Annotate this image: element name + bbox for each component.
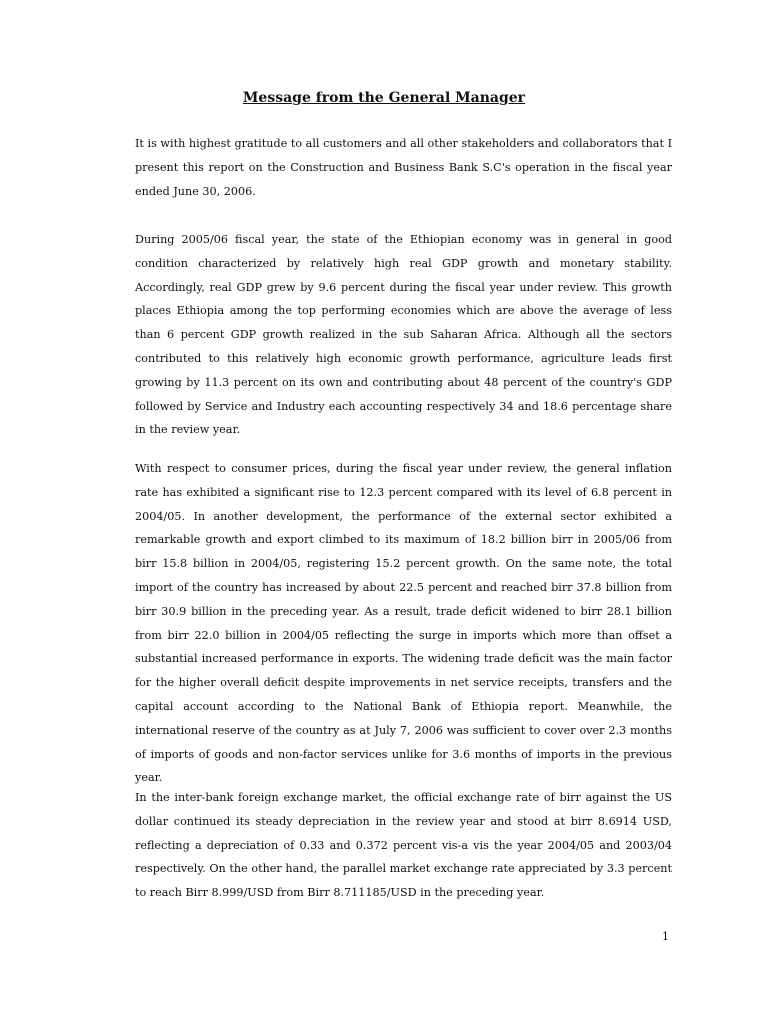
- paragraph-exchange-rate: In the inter-bank foreign exchange market, the official exchange rate of birr against the US dollar continued its steady depreciation in the review year and stood at birr 8.6914 USD, reflecting a depreciation of 0.33 and 0.372 percent vis-a vis the year 2004/05 and 2003/04 respectively. On the other hand, the parallel market exchange rate appreciated by 3.3 percent to reach Birr 8.999/USD from Birr 8.711185/USD in the preceding year.: [135, 791, 672, 900]
- paragraph-prices-external-sector: With respect to consumer prices, during the fiscal year under review, the general inflation rate has exhibited a significant rise to 12.3 percent compared with its level of 6.8 percent in 2004/05. In another development, the performance of the external sector exhibited a remarkable growth and export climbed to its maximum of 18.2 billion birr in 2005/06 from birr 15.8 billion in 2004/05, registering 15.2 percent growth. On the same note, the total import of the country has increased by about 22.5 percent and reached birr 37.8 billion from birr 30.9 billion in the preceding year. As a result, trade deficit widened to birr 28.1 billion from birr 22.0 billion in 2004/05 reflecting the surge in imports which more than offset a substantial increased performance in exports. The widening trade deficit was the main factor for the higher overall deficit despite improvements in net service receipts, transfers and the capital account according to the National Bank of Ethiopia report. Meanwhile, the international reserve of the country as at July 7, 2006 was sufficient to cover over 2.3 months of imports of goods and non-factor services unlike for 3.6 months of imports in the previous year.: [135, 462, 672, 785]
- paragraph-economy: During 2005/06 fiscal year, the state of the Ethiopian economy was in general in good condition characterized by relatively high real GDP growth and monetary stability. Accordingly, real GDP grew by 9.6 percent during the fiscal year under review. This growth places Ethiopia among the top performing economies which are above the average of less than 6 percent GDP growth realized in the sub Saharan Africa. Although all the sectors contributed to this relatively high economic growth performance, agriculture leads first growing by 11.3 percent on its own and contributing about 48 percent of the country's GDP followed by Service and Industry each accounting respectively 34 and 18.6 percentage share in the review year.: [135, 233, 672, 437]
- document-title: Message from the General Manager: [242, 90, 526, 106]
- paragraph-introduction: It is with highest gratitude to all customers and all other stakeholders and collaborators that I present this report on the Construction and Business Bank S.C's operation in the fiscal year ended June 30, 2006.: [135, 137, 672, 198]
- page-number: 1: [662, 930, 669, 943]
